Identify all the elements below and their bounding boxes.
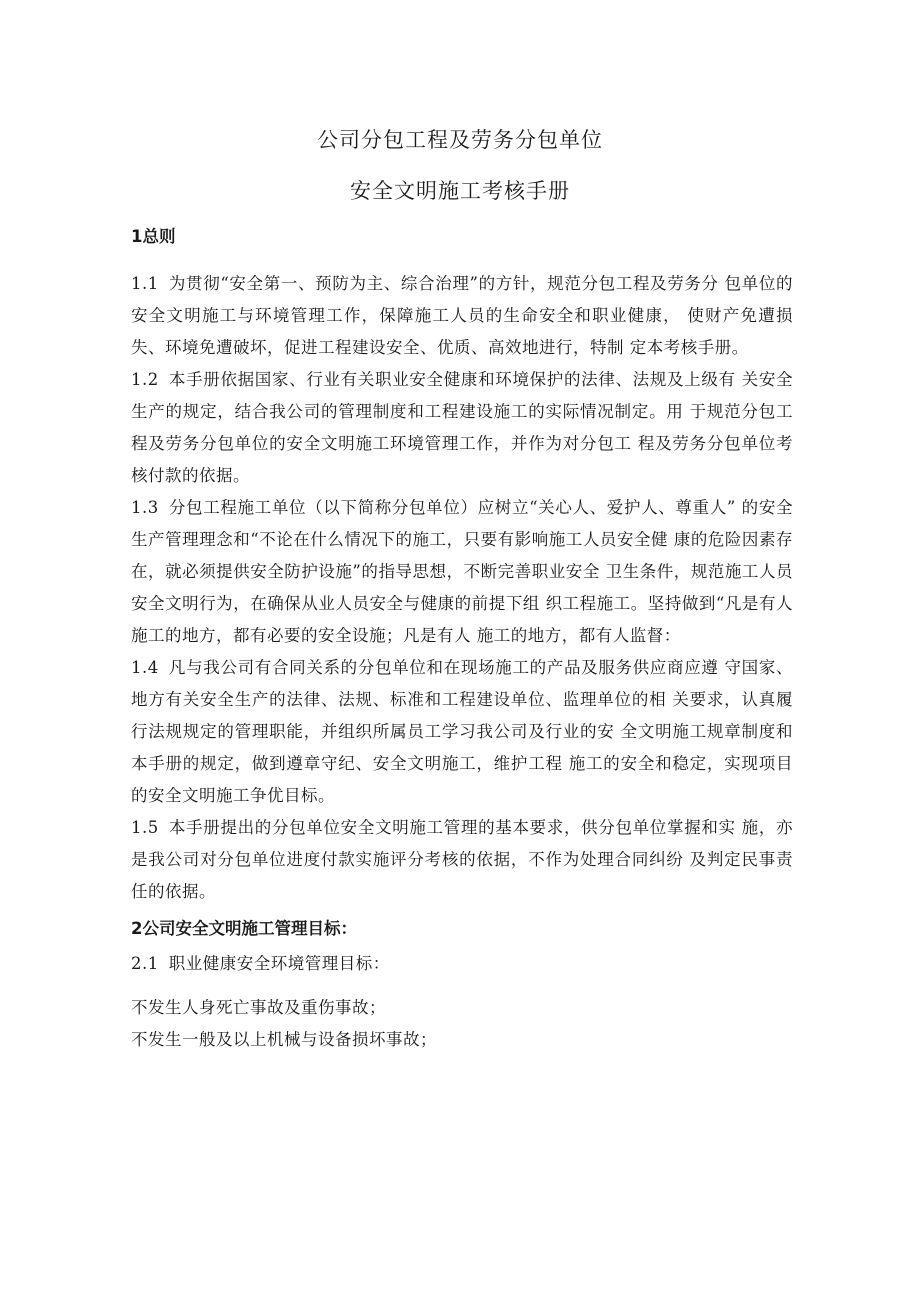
paragraph-1-3 — [131, 492, 793, 652]
paragraph-text: 凡与我公司有合同关系的分包单位和在现场施工的产品及服务供应商应遵 守国家、地方有关安全生产的法律、法规、标准和工程建设单位、监理单位的相 关要求，认真履行法规规定的管理职能，并组织所属员工学习我公司及行业的安 全文明施工规章制度和本手册的规定，做到遵章守纪、安全文明施工，维护工程 施工的安全和稳定，实现项目的安全文明施工争优目标。 — [131, 658, 793, 805]
paragraph-number: 1.3 — [131, 498, 159, 517]
document-body — [131, 224, 793, 1056]
paragraph-1-2 — [131, 364, 793, 492]
paragraph-text: 本手册依据国家、行业有关职业安全健康和环境保护的法律、法规及上级有 关安全生产的规定，结合我公司的管理制度和工程建设施工的实际情况制定。用 于规范分包工程及劳务分包单位的安全文明施工环境管理工作，并作为对分包工 程及劳务分包单位考核付款的依据。 — [131, 370, 793, 485]
goal-item: 不发生人身死亡事故及重伤事故； — [131, 998, 386, 1017]
section2-heading: 2公司安全文明施工管理目标： — [131, 919, 357, 938]
paragraph-text: 分包工程施工单位（以下简称分包单位）应树立“关心人、爱护人、尊重人” 的安全生产管理理念和“不论在什么情况下的施工，只要有影响施工人员安全健 康的危险因素存在，就必须提供安全防护设施”的指导思想，不断完善职业安全 卫生条件，规范施工人员安全文明行为，在确保从业人员安全与健康的前提下组 织工程施工。坚持做到“凡是有人施工的地方，都有必要的安全设施；凡是有人 施工的地方，都有人监督： — [131, 498, 793, 645]
paragraph-text: 本手册提出的分包单位安全文明施工管理的基本要求，供分包单位掌握和实 施，亦是我公司对分包单位进度付款实施评分考核的依据，不作为处理合同纠纷 及判定民事责任的依据。 — [131, 818, 793, 901]
paragraph-text: 为贯彻“安全第一、预防为主、综合治理”的方针，规范分包工程及劳务分 包单位的安全文明施工与环境管理工作，保障施工人员的生命安全和职业健康， 使财产免遭损失、环境免遭破坏，促进工程建设安全、优质、高效地进行，特制 定本考核手册。 — [131, 274, 793, 357]
paragraph-number: 1.5 — [131, 818, 159, 837]
paragraph-number: 1.2 — [131, 370, 159, 389]
paragraph-1-1 — [131, 268, 793, 364]
paragraph-1-5 — [131, 812, 793, 908]
paragraph-text: 职业健康安全环境管理目标： — [168, 954, 390, 973]
document-title-line2: 安全文明施工考核手册 — [350, 179, 570, 203]
section1-heading: 1总则 — [131, 227, 176, 246]
goal-item: 不发生一般及以上机械与设备损坏事故； — [131, 1030, 437, 1049]
paragraph-number: 1.1 — [131, 274, 159, 293]
paragraph-1-4 — [131, 652, 793, 812]
paragraph-number: 1.4 — [131, 658, 159, 677]
document-title-line1: 公司分包工程及劳务分包单位 — [317, 128, 603, 152]
paragraph-number: 2.1 — [131, 954, 159, 973]
paragraph-2-1 — [131, 948, 793, 980]
